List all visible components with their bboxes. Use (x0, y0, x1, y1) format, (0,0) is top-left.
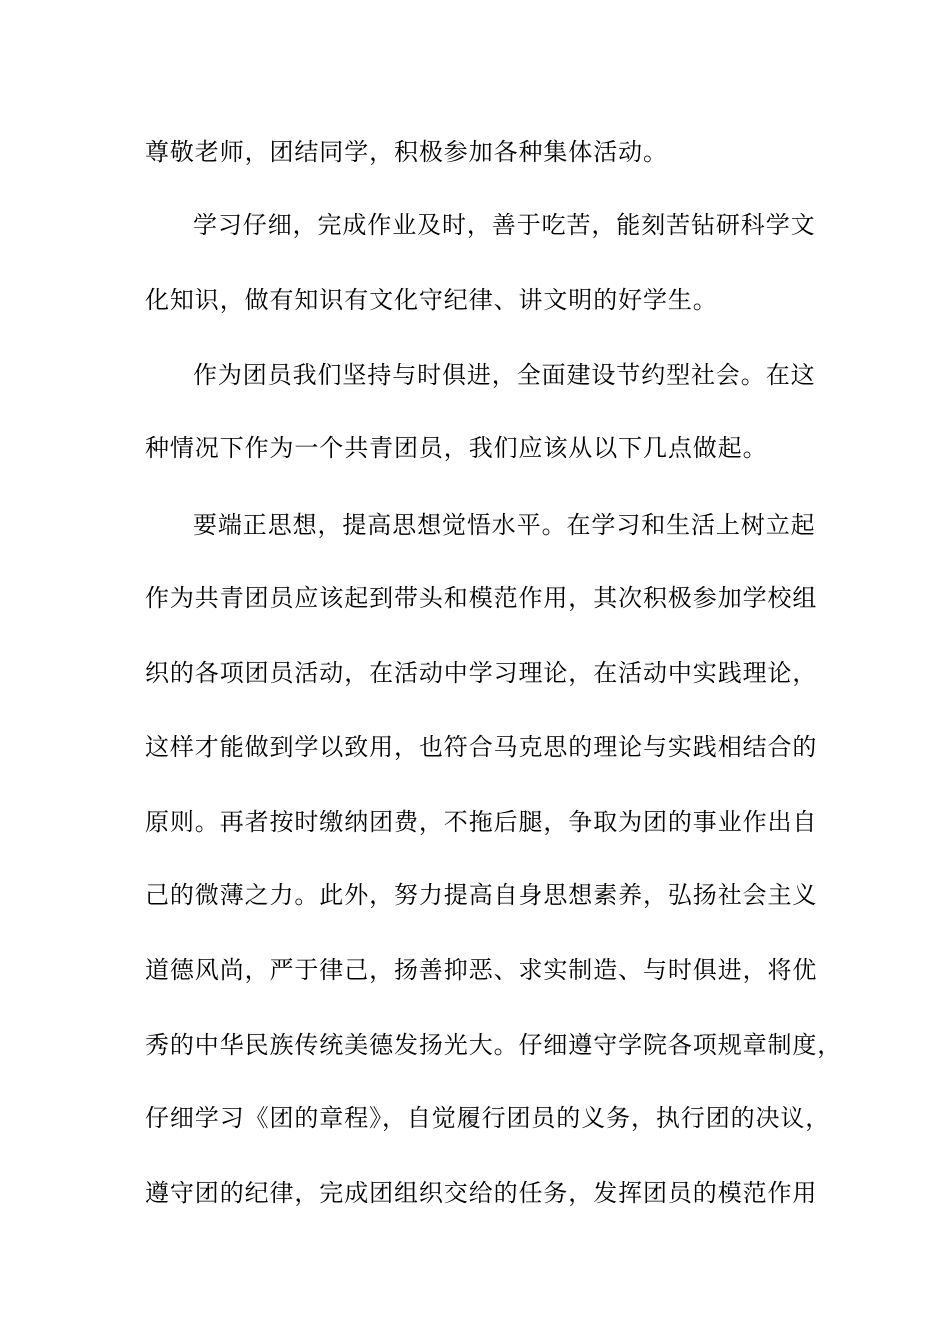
text-line-2: 学习仔细，完成作业及时，善于吃苦，能刻苦钻研科学文 (193, 211, 816, 239)
text-line-6: 要端正思想，提高思想觉悟水平。在学习和生活上树立起 (193, 511, 816, 539)
text-line-4: 作为团员我们坚持与时俱进，全面建设节约型社会。在这 (193, 361, 816, 389)
text-line-15: 遵守团的纪律，完成团组织交给的任务，发挥团员的模范作用 (145, 1179, 818, 1207)
text-line-14: 仔细学习《团的章程》，自觉履行团员的义务，执行团的决议， (145, 1104, 831, 1132)
text-line-1: 尊敬老师，团结同学，积极参加各种集体活动。 (145, 138, 668, 166)
text-line-9: 这样才能做到学以致用，也符合马克思的理论与实践相结合的 (145, 733, 818, 761)
text-line-8: 织的各项团员活动，在活动中学习理论，在活动中实践理论， (145, 659, 818, 687)
text-line-10: 原则。再者按时缴纳团费，不拖后腿，争取为团的事业作出自 (145, 808, 818, 836)
text-line-12: 道德风尚，严于律己，扬善抑恶、求实制造、与时俱进，将优 (145, 956, 818, 984)
text-line-13: 秀的中华民族传统美德发扬光大。仔细遵守学院各项规章制度， (145, 1031, 843, 1059)
text-line-5: 种情况下作为一个共青团员，我们应该从以下几点做起。 (145, 434, 768, 462)
text-line-3: 化知识，做有知识有文化守纪律、讲文明的好学生。 (145, 286, 718, 314)
text-line-11: 己的微薄之力。此外，努力提高自身思想素养，弘扬社会主义 (145, 881, 818, 909)
text-line-7: 作为共青团员应该起到带头和模范作用，其次积极参加学校组 (145, 584, 818, 612)
